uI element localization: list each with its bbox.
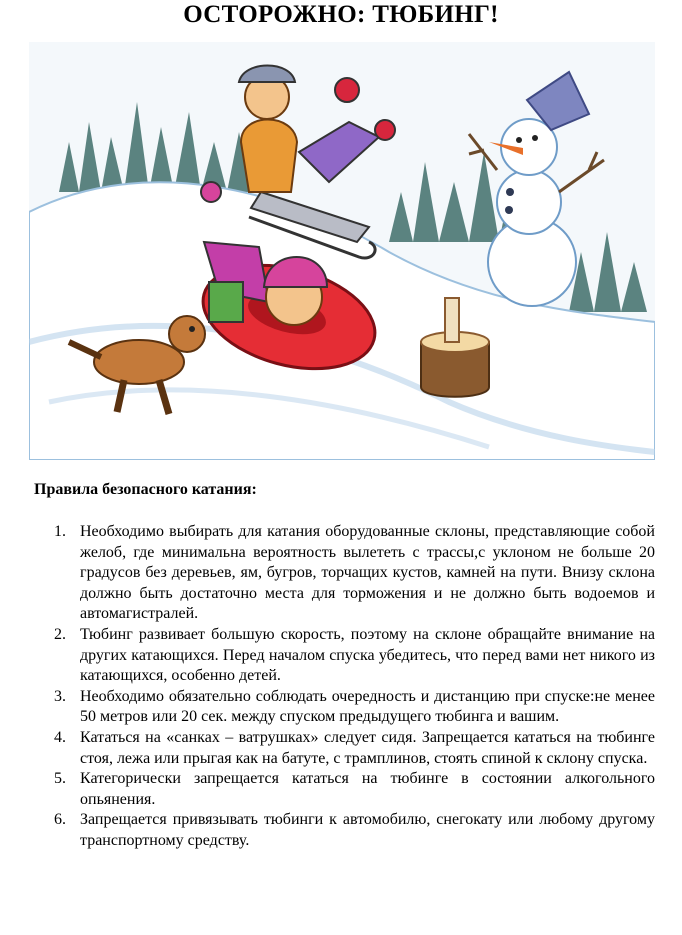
winter-sledding-illustration — [29, 42, 655, 460]
rule-number: 6. — [54, 811, 66, 829]
rules-list — [54, 522, 655, 852]
rule-number: 3. — [54, 687, 66, 705]
rule-item — [54, 522, 655, 625]
rule-text: Кататься на «санках – ватрушках» следует сидя. Запрещается кататься на тюбинге стоя, лежа или прыгая как на батуте, с трамплинов, стоять спиной к склону спуска. — [80, 728, 655, 767]
rule-text: Категорически запрещается кататься на тюбинге в состоянии алкогольного опьянения. — [80, 770, 655, 808]
rule-item — [54, 625, 655, 687]
rule-number: 5. — [54, 770, 66, 788]
rule-item — [54, 810, 655, 851]
rule-text: Необходимо выбирать для катания оборудованные склоны, представляющие собой желоб, где минимальна вероятность вылететь с трассы,с уклоном не больше 20 градусов без деревьев, ям, бугров, торчащих кустов, камней на пути. Внизу склона должно быть достаточно места для торможения и не должно быть водоемов и автомагистралей. — [80, 523, 655, 623]
illustration-scene — [29, 42, 655, 460]
rule-text: Необходимо обязательно соблюдать очередность и дистанцию при спуске:не менее 50 метров или 20 сек. между спуском предыдущего тюбинга и вашим. — [80, 687, 655, 726]
page-title: ОСТОРОЖНО: ТЮБИНГ! — [183, 1, 499, 28]
rule-item — [54, 687, 655, 728]
rule-text: Тюбинг развивает большую скорость, поэтому на склоне обращайте внимание на других катающихся. Перед началом спуска убедитесь, что перед вами нет никого из катающихся, особенно детей. — [80, 625, 655, 685]
rules-heading: Правила безопасного катания: — [34, 481, 257, 498]
rule-item — [54, 769, 655, 810]
rule-number: 4. — [54, 728, 66, 746]
rule-item — [54, 728, 655, 769]
rule-number: 2. — [54, 625, 66, 643]
rule-text: Запрещается привязывать тюбинги к автомобилю, снегокату или любому другому транспортному средству. — [80, 811, 655, 849]
rule-number: 1. — [54, 523, 66, 540]
